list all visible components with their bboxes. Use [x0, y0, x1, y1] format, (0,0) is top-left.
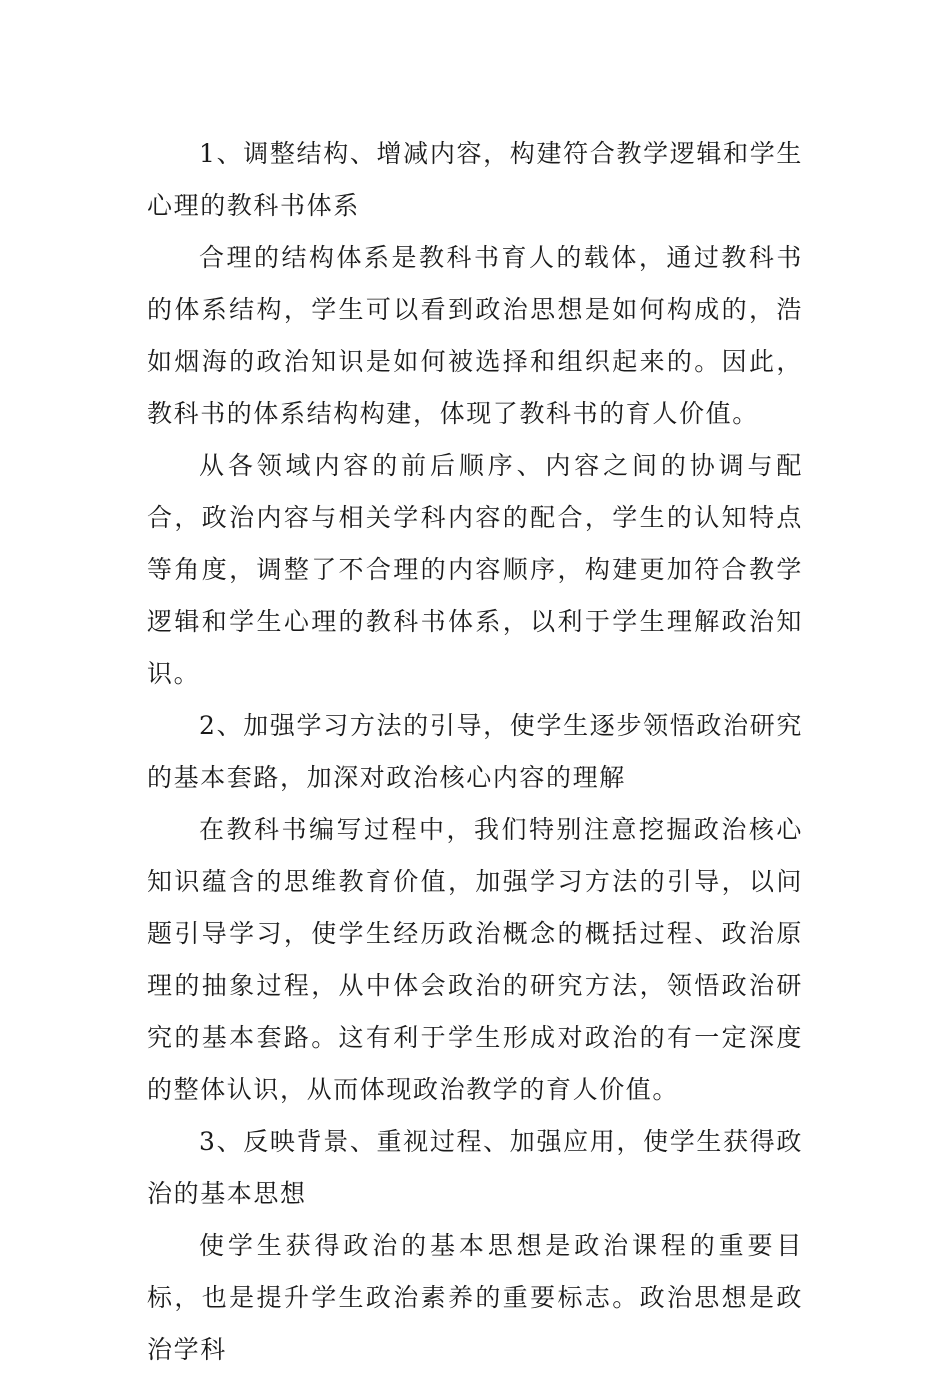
body-paragraph: 使学生获得政治的基本思想是政治课程的重要目标，也是提升学生政治素养的重要标志。政治思想是政治学科 [147, 1231, 803, 1364]
document-body [147, 128, 803, 1376]
heading-item-3: 3、反映背景、重视过程、加强应用，使学生获得政治的基本思想 [147, 1127, 803, 1208]
body-paragraph: 从各领域内容的前后顺序、内容之间的协调与配合，政治内容与相关学科内容的配合，学生的认知特点等角度，调整了不合理的内容顺序，构建更加符合教学逻辑和学生心理的教科书体系，以利于学生理解政治知识。 [147, 451, 803, 688]
heading-item-2: 2、加强学习方法的引导，使学生逐步领悟政治研究的基本套路，加深对政治核心内容的理解 [147, 711, 803, 792]
body-paragraph: 在教科书编写过程中，我们特别注意挖掘政治核心知识蕴含的思维教育价值，加强学习方法的引导，以问题引导学习，使学生经历政治概念的概括过程、政治原理的抽象过程，从中体会政治的研究方法，领悟政治研究的基本套路。这有利于学生形成对政治的有一定深度的整体认识，从而体现政治教学的育人价值。 [147, 815, 803, 1104]
body-paragraph: 合理的结构体系是教科书育人的载体，通过教科书的体系结构，学生可以看到政治思想是如何构成的，浩如烟海的政治知识是如何被选择和组织起来的。因此，教科书的体系结构构建，体现了教科书的育人价值。 [147, 243, 803, 428]
heading-item-1: 1、调整结构、增减内容，构建符合教学逻辑和学生心理的教科书体系 [147, 139, 803, 220]
